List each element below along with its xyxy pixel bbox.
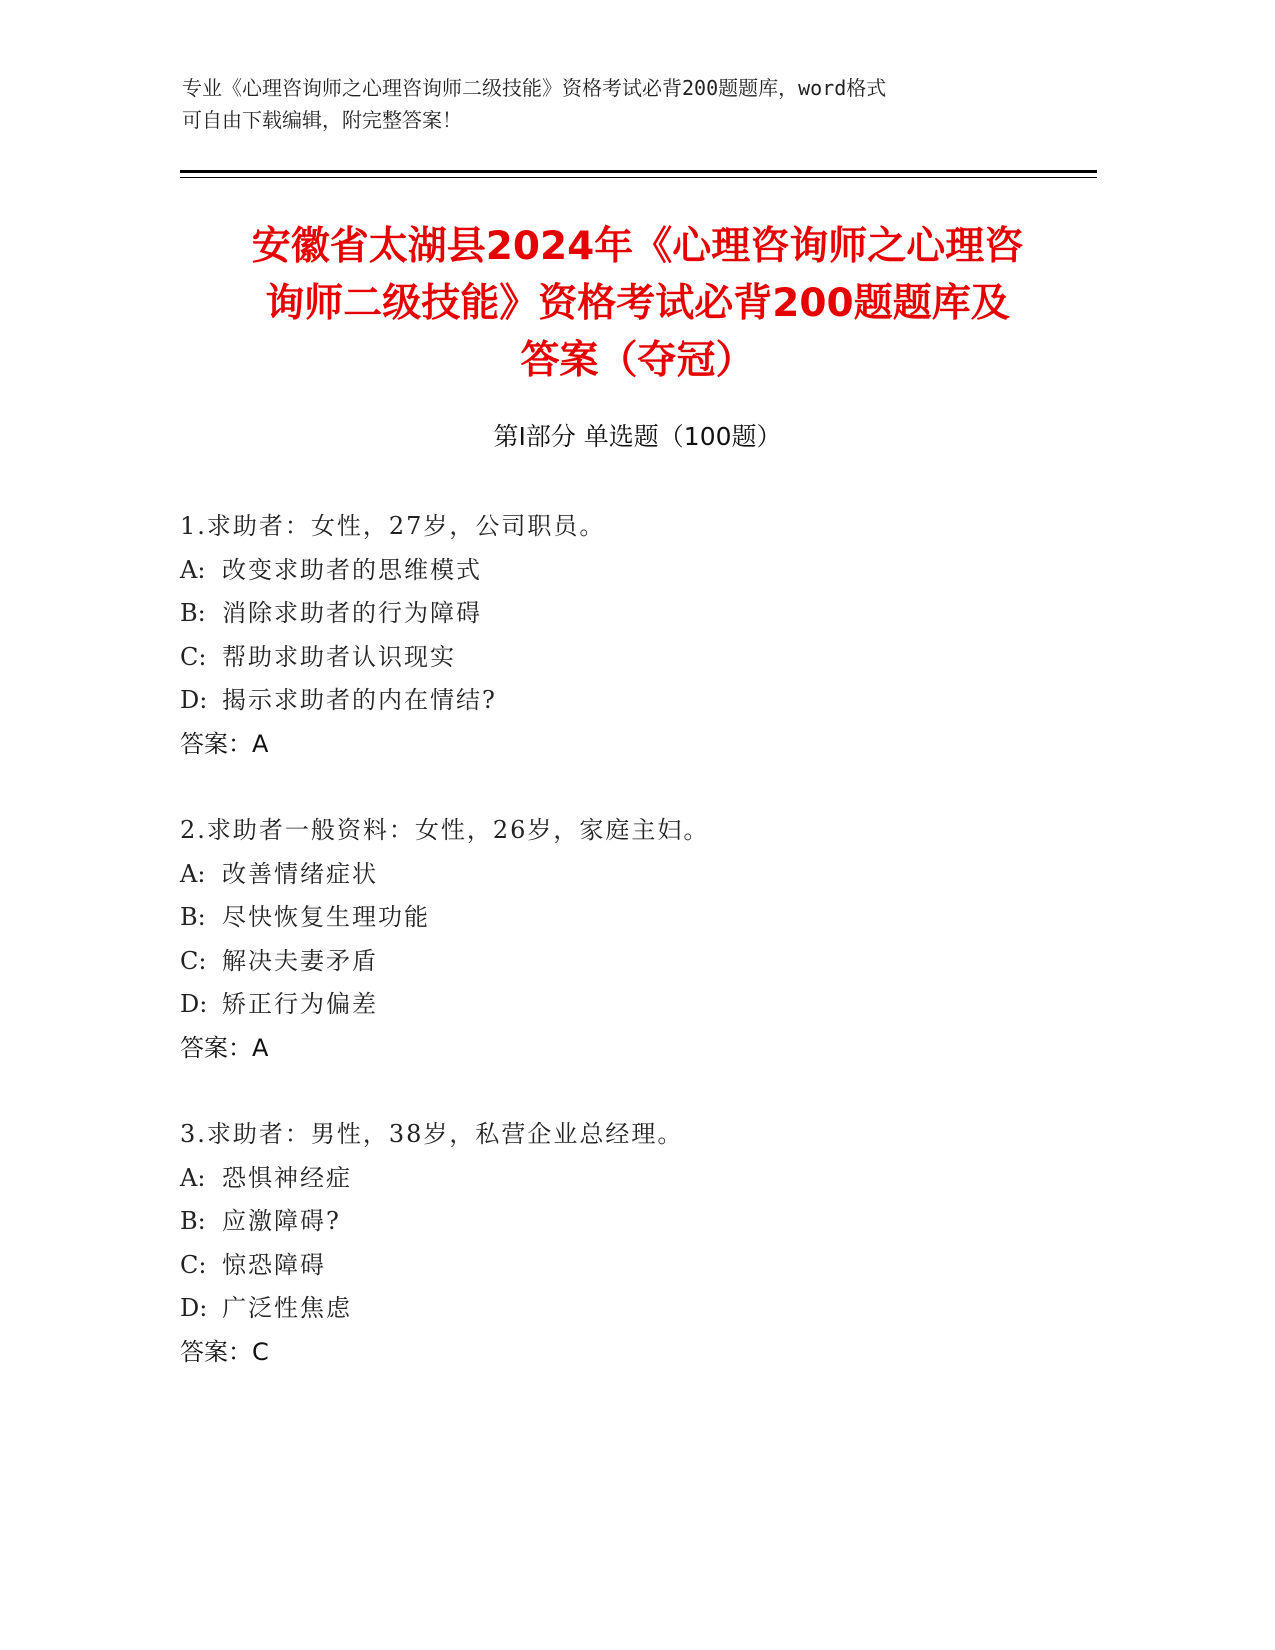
header-rule-thin	[180, 177, 1097, 178]
option-d	[180, 1287, 1080, 1331]
question-item	[180, 809, 1080, 1070]
option-letter: C:	[180, 642, 207, 671]
header-note	[182, 72, 1062, 136]
option-text: 揭示求助者的内在情结?	[222, 686, 497, 714]
option-text: 惊恐障碍	[222, 1250, 326, 1279]
header-note-line: 专业《心理咨询师之心理咨询师二级技能》资格考试必背200题题库，word格式	[182, 76, 887, 100]
answer-line: 答案：A	[180, 729, 269, 758]
option-text: 尽快恢复生理功能	[222, 903, 430, 931]
option-text: 帮助求助者认识现实	[222, 642, 456, 671]
option-b	[180, 1200, 1080, 1244]
option-letter: D:	[180, 990, 208, 1018]
option-letter: C:	[180, 1250, 207, 1279]
option-letter: D:	[180, 686, 208, 714]
option-a	[180, 549, 1080, 593]
question-stem: 1.求助者：女性，27岁，公司职员。	[180, 512, 606, 540]
option-c	[180, 1244, 1080, 1288]
option-text: 解决夫妻矛盾	[222, 946, 378, 975]
option-a	[180, 853, 1080, 897]
title-line: 安徽省太湖县2024年《心理咨询师之心理咨	[251, 224, 1024, 269]
question-stem: 2.求助者一般资料：女性，26岁，家庭主妇。	[180, 816, 710, 844]
option-letter: B:	[180, 903, 206, 931]
option-text: 消除求助者的行为障碍	[222, 599, 482, 627]
option-letter: B:	[180, 599, 206, 627]
option-text: 广泛性焦虑	[222, 1294, 352, 1322]
option-c	[180, 940, 1080, 984]
option-letter: A:	[180, 859, 206, 888]
question-item	[180, 1113, 1080, 1374]
header-note-line: 可自由下载编辑，附完整答案！	[182, 108, 462, 132]
answer-line: 答案：C	[180, 1337, 269, 1366]
option-letter: B:	[180, 1207, 206, 1235]
option-text: 改变求助者的思维模式	[222, 555, 482, 584]
option-text: 恐惧神经症	[222, 1163, 352, 1192]
option-letter: A:	[180, 1163, 206, 1192]
title-line: 答案（夺冠）	[520, 338, 755, 383]
document-title	[150, 218, 1125, 389]
question-item	[180, 505, 1080, 766]
question-stem: 3.求助者：男性，38岁，私营企业总经理。	[180, 1120, 684, 1148]
option-c	[180, 636, 1080, 680]
option-text: 矫正行为偏差	[222, 990, 378, 1018]
section-heading: 第Ⅰ部分 单选题（100题）	[493, 422, 782, 451]
option-text: 应激障碍?	[222, 1207, 341, 1235]
title-line: 询师二级技能》资格考试必背200题题库及	[265, 281, 1010, 326]
option-letter: C:	[180, 946, 207, 975]
option-d	[180, 983, 1080, 1027]
option-text: 改善情绪症状	[222, 859, 378, 888]
header-rule	[180, 170, 1097, 173]
option-b	[180, 592, 1080, 636]
option-a	[180, 1157, 1080, 1201]
option-letter: A:	[180, 555, 206, 584]
option-d	[180, 679, 1080, 723]
answer-line: 答案：A	[180, 1033, 269, 1062]
option-b	[180, 896, 1080, 940]
option-letter: D:	[180, 1294, 208, 1322]
question-list	[180, 505, 1080, 1417]
